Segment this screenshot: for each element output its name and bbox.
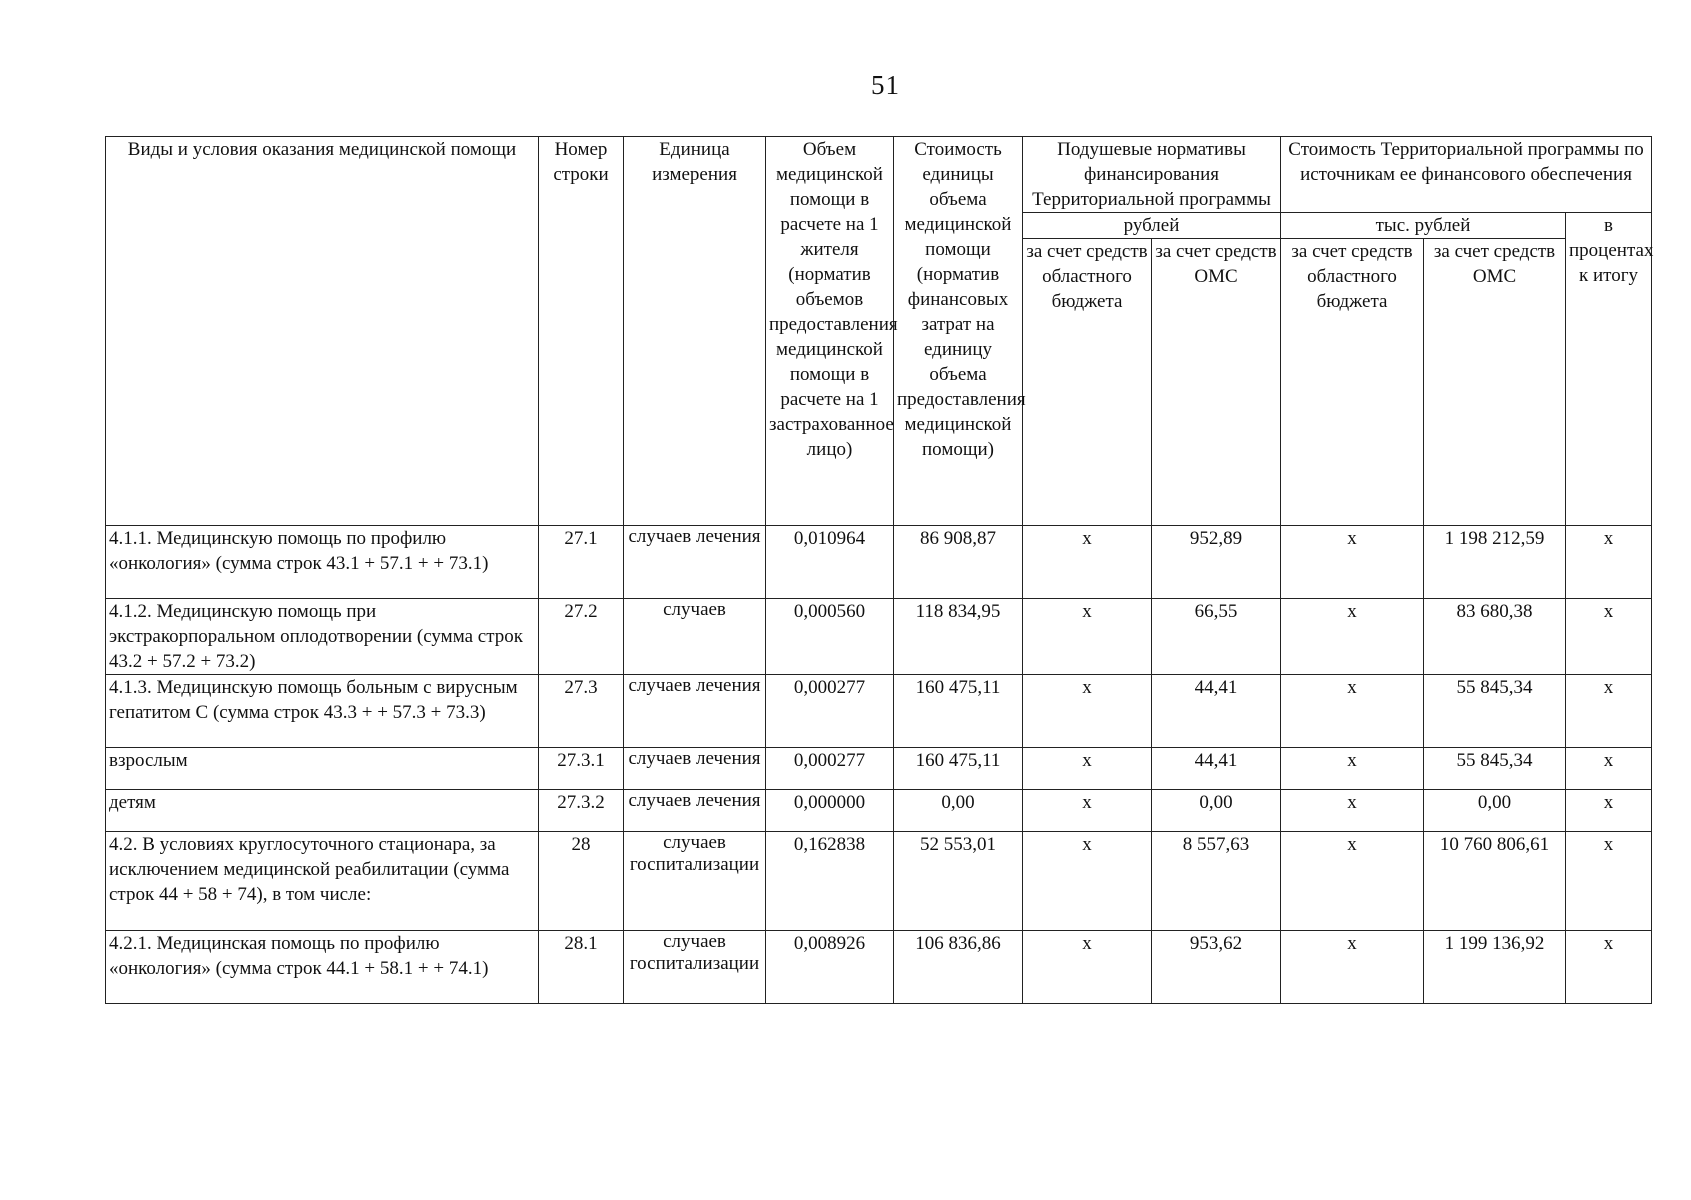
header-total-oms: за счет средств ОМС bbox=[1424, 239, 1566, 526]
row-percent: х bbox=[1566, 748, 1652, 790]
row-number: 27.3.2 bbox=[539, 790, 624, 832]
row-volume: 0,010964 bbox=[766, 526, 894, 599]
row-per-capita-oms: 44,41 bbox=[1152, 748, 1281, 790]
row-total-oms: 83 680,38 bbox=[1424, 599, 1566, 675]
row-name: 4.1.1. Медицинскую помощь по профилю «онкология» (сумма строк 43.1 + 57.1 + + 73.1) bbox=[106, 526, 539, 599]
row-per-capita-budget: х bbox=[1023, 748, 1152, 790]
header-type: Виды и условия оказания медицинской помощи bbox=[106, 137, 539, 526]
row-per-capita-oms: 8 557,63 bbox=[1152, 832, 1281, 931]
row-cost: 160 475,11 bbox=[894, 675, 1023, 748]
page-number: 51 bbox=[871, 70, 900, 100]
row-unit: случаев лечения bbox=[624, 526, 766, 599]
header-row-number: Номер строки bbox=[539, 137, 624, 526]
header-per-capita-budget: за счет средств областного бюджета bbox=[1023, 239, 1152, 526]
row-per-capita-budget: х bbox=[1023, 832, 1152, 931]
row-per-capita-oms: 953,62 bbox=[1152, 931, 1281, 1004]
row-cost: 106 836,86 bbox=[894, 931, 1023, 1004]
table-row bbox=[106, 599, 1652, 675]
row-name: 4.1.2. Медицинскую помощь при экстракорпоральном оплодотворении (сумма строк 43.2 + 57.2 + 73.2) bbox=[106, 599, 539, 675]
row-unit: случаев госпитализации bbox=[624, 931, 766, 1004]
row-cost: 160 475,11 bbox=[894, 748, 1023, 790]
row-volume: 0,000000 bbox=[766, 790, 894, 832]
row-per-capita-oms: 0,00 bbox=[1152, 790, 1281, 832]
row-number: 27.2 bbox=[539, 599, 624, 675]
row-unit: случаев лечения bbox=[624, 790, 766, 832]
row-name: 4.1.3. Медицинскую помощь больным с вирусным гепатитом С (сумма строк 43.3 + + 57.3 + 73.3) bbox=[106, 675, 539, 748]
table-row bbox=[106, 931, 1652, 1004]
header-total-cost: Стоимость Территориальной программы по источникам ее финансового обеспечения bbox=[1281, 137, 1652, 213]
row-number: 28 bbox=[539, 832, 624, 931]
table-row bbox=[106, 790, 1652, 832]
row-unit: случаев лечения bbox=[624, 748, 766, 790]
row-total-oms: 10 760 806,61 bbox=[1424, 832, 1566, 931]
row-per-capita-budget: х bbox=[1023, 931, 1152, 1004]
row-per-capita-oms: 952,89 bbox=[1152, 526, 1281, 599]
header-per-capita-oms: за счет средств ОМС bbox=[1152, 239, 1281, 526]
row-percent: х bbox=[1566, 526, 1652, 599]
row-volume: 0,000277 bbox=[766, 675, 894, 748]
row-per-capita-budget: х bbox=[1023, 526, 1152, 599]
row-total-oms: 1 198 212,59 bbox=[1424, 526, 1566, 599]
row-percent: х bbox=[1566, 790, 1652, 832]
header-volume: Объем медицинской помощи в расчете на 1 жителя (норматив объемов предоставления медицинской помощи в расчете на 1 застрахованное лицо) bbox=[766, 137, 894, 526]
row-name: 4.2. В условиях круглосуточного стационара, за исключением медицинской реабилитации (сумма строк 44 + 58 + 74), в том числе: bbox=[106, 832, 539, 931]
financing-table bbox=[105, 136, 1652, 1004]
row-percent: х bbox=[1566, 832, 1652, 931]
row-per-capita-budget: х bbox=[1023, 599, 1152, 675]
header-percent: в процентах к итогу bbox=[1566, 213, 1652, 526]
row-per-capita-oms: 44,41 bbox=[1152, 675, 1281, 748]
row-per-capita-budget: х bbox=[1023, 675, 1152, 748]
row-volume: 0,000277 bbox=[766, 748, 894, 790]
row-total-budget: х bbox=[1281, 748, 1424, 790]
row-percent: х bbox=[1566, 675, 1652, 748]
row-name: детям bbox=[106, 790, 539, 832]
row-unit: случаев bbox=[624, 599, 766, 675]
row-number: 27.3 bbox=[539, 675, 624, 748]
row-volume: 0,162838 bbox=[766, 832, 894, 931]
header-total-budget: за счет средств областного бюджета bbox=[1281, 239, 1424, 526]
row-total-budget: х bbox=[1281, 526, 1424, 599]
header-thousand-rubles: тыс. рублей bbox=[1281, 213, 1566, 239]
row-total-oms: 55 845,34 bbox=[1424, 748, 1566, 790]
row-percent: х bbox=[1566, 599, 1652, 675]
row-total-budget: х bbox=[1281, 832, 1424, 931]
row-name: 4.2.1. Медицинская помощь по профилю «онкология» (сумма строк 44.1 + 58.1 + + 74.1) bbox=[106, 931, 539, 1004]
header-rubles: рублей bbox=[1023, 213, 1281, 239]
row-volume: 0,008926 bbox=[766, 931, 894, 1004]
row-total-budget: х bbox=[1281, 931, 1424, 1004]
row-total-budget: х bbox=[1281, 675, 1424, 748]
row-total-oms: 0,00 bbox=[1424, 790, 1566, 832]
row-number: 27.1 bbox=[539, 526, 624, 599]
row-cost: 0,00 bbox=[894, 790, 1023, 832]
row-number: 28.1 bbox=[539, 931, 624, 1004]
row-number: 27.3.1 bbox=[539, 748, 624, 790]
row-per-capita-budget: х bbox=[1023, 790, 1152, 832]
header-per-capita: Подушевые нормативы финансирования Территориальной программы bbox=[1023, 137, 1281, 213]
row-total-oms: 1 199 136,92 bbox=[1424, 931, 1566, 1004]
row-percent: х bbox=[1566, 931, 1652, 1004]
table-row bbox=[106, 832, 1652, 931]
row-unit: случаев госпитализации bbox=[624, 832, 766, 931]
row-total-oms: 55 845,34 bbox=[1424, 675, 1566, 748]
table-row bbox=[106, 748, 1652, 790]
table-row bbox=[106, 675, 1652, 748]
row-volume: 0,000560 bbox=[766, 599, 894, 675]
row-name: взрослым bbox=[106, 748, 539, 790]
table-row bbox=[106, 526, 1652, 599]
header-cost: Стоимость единицы объема медицинской помощи (норматив финансовых затрат на единицу объема предоставления медицинской помощи) bbox=[894, 137, 1023, 526]
row-unit: случаев лечения bbox=[624, 675, 766, 748]
row-cost: 52 553,01 bbox=[894, 832, 1023, 931]
row-per-capita-oms: 66,55 bbox=[1152, 599, 1281, 675]
row-cost: 86 908,87 bbox=[894, 526, 1023, 599]
row-total-budget: х bbox=[1281, 599, 1424, 675]
row-total-budget: х bbox=[1281, 790, 1424, 832]
row-cost: 118 834,95 bbox=[894, 599, 1023, 675]
header-unit: Единица измерения bbox=[624, 137, 766, 526]
